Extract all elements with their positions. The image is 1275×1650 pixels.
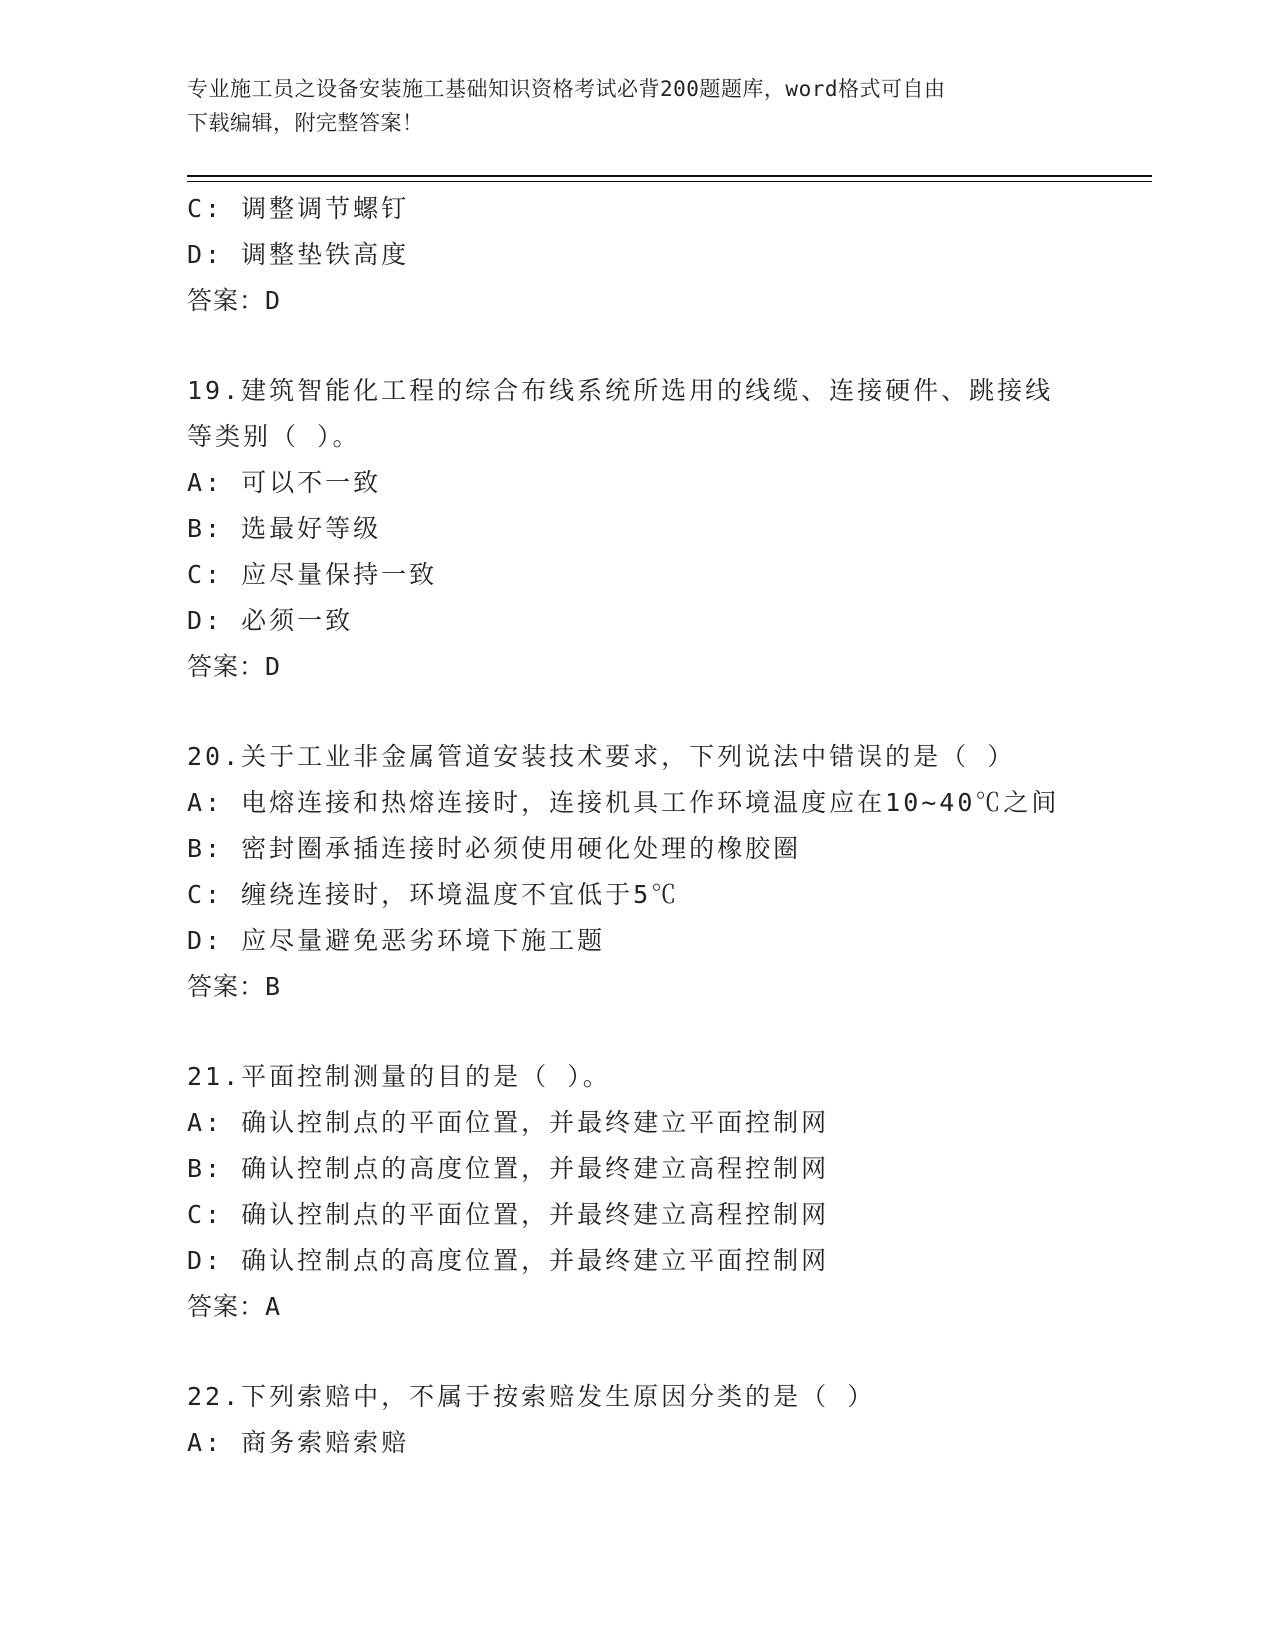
question-list (187, 186, 1152, 1466)
question-stem-continued: 等类别（ ）。 (187, 422, 361, 451)
option-a: A: 电熔连接和热熔连接时，连接机具工作环境温度应在10~40℃之间 (187, 788, 1060, 817)
header-line-1: 专业施工员之设备安装施工基础知识资格考试必背200题题库，word格式可自由 (187, 77, 946, 101)
option-b: B: 密封圈承插连接时必须使用硬化处理的橡胶圈 (187, 834, 802, 863)
document-header (187, 72, 1087, 140)
question-21 (187, 1054, 1152, 1330)
question-stem: 20.关于工业非金属管道安装技术要求，下列说法中错误的是（ ） (187, 742, 1016, 771)
option-a: A: 确认控制点的平面位置，并最终建立平面控制网 (187, 1108, 830, 1137)
question-18-tail (187, 186, 1152, 324)
spacer (187, 690, 1152, 734)
header-line-2: 下载编辑，附完整答案！ (187, 111, 424, 135)
option-d: D: 调整垫铁高度 (187, 240, 410, 269)
header-rule-thin (187, 181, 1152, 182)
option-c: C: 调整调节螺钉 (187, 194, 410, 223)
answer: 答案：A (187, 1292, 282, 1321)
header-rule-thick (187, 175, 1152, 177)
option-c: C: 缠绕连接时，环境温度不宜低于5℃ (187, 880, 680, 909)
question-19 (187, 368, 1152, 690)
spacer (187, 1010, 1152, 1054)
spacer (187, 324, 1152, 368)
answer: 答案：B (187, 972, 282, 1001)
answer: 答案：D (187, 286, 282, 315)
option-d: D: 必须一致 (187, 606, 354, 635)
question-stem: 21.平面控制测量的目的是（ ）。 (187, 1062, 611, 1091)
option-a: A: 可以不一致 (187, 468, 382, 497)
question-stem: 22.下列索赔中，不属于按索赔发生原因分类的是（ ） (187, 1382, 876, 1411)
option-a: A: 商务索赔索赔 (187, 1428, 410, 1457)
option-b: B: 选最好等级 (187, 514, 382, 543)
option-b: B: 确认控制点的高度位置，并最终建立高程控制网 (187, 1154, 830, 1183)
question-stem: 19.建筑智能化工程的综合布线系统所选用的线缆、连接硬件、跳接线 (187, 376, 1054, 405)
option-d: D: 确认控制点的高度位置，并最终建立平面控制网 (187, 1246, 830, 1275)
option-d: D: 应尽量避免恶劣环境下施工题 (187, 926, 606, 955)
option-c: C: 确认控制点的平面位置，并最终建立高程控制网 (187, 1200, 830, 1229)
spacer (187, 1330, 1152, 1374)
answer: 答案：D (187, 652, 282, 681)
question-20 (187, 734, 1152, 1010)
option-c: C: 应尽量保持一致 (187, 560, 438, 589)
question-22 (187, 1374, 1152, 1466)
